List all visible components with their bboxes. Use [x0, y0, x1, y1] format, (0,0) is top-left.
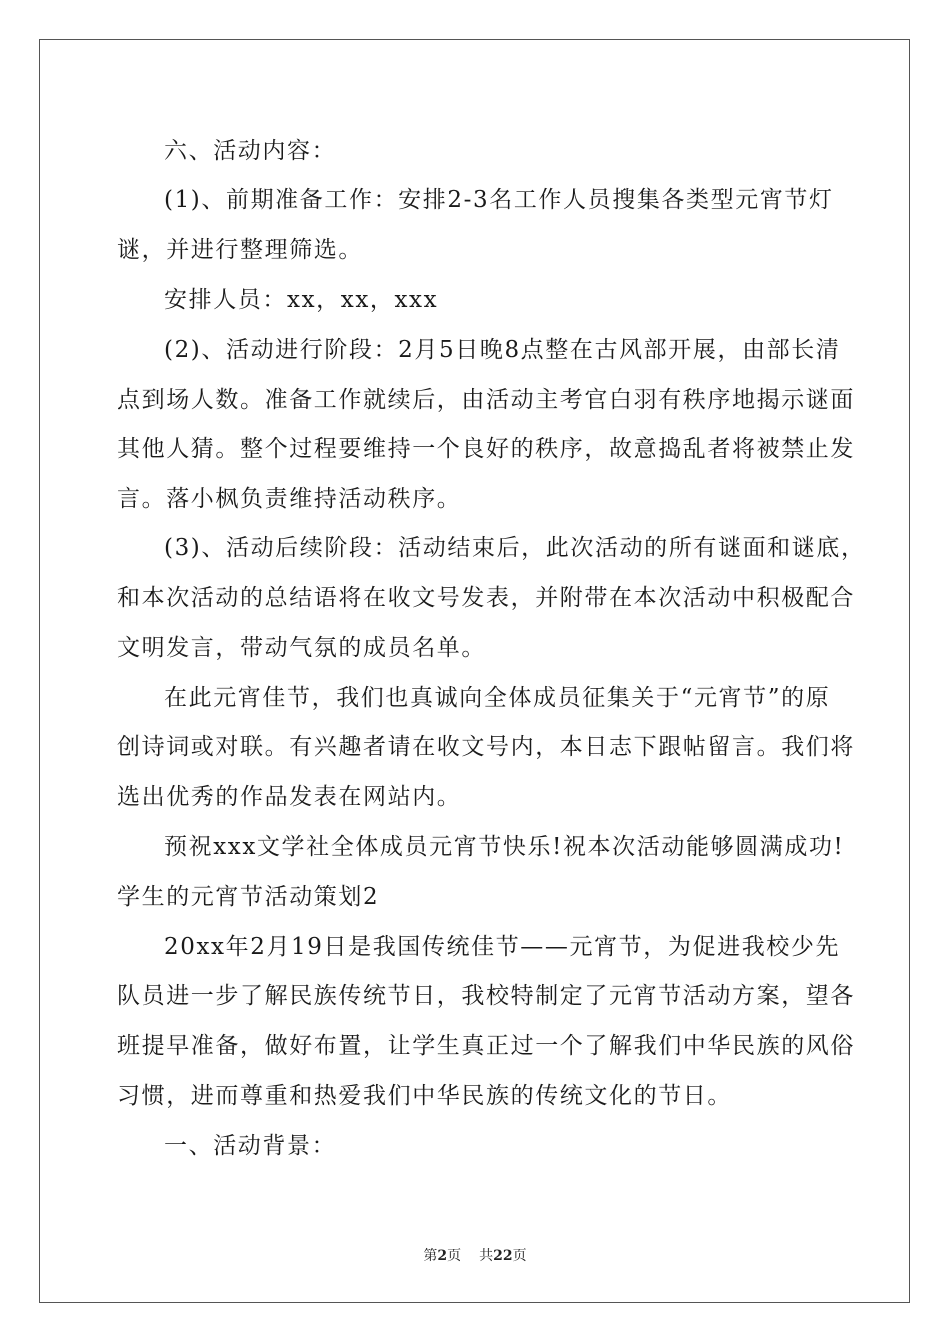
footer-total-prefix: 共 — [479, 1248, 494, 1264]
paragraph-line: 习惯，进而尊重和热爱我们中华民族的传统文化的节日。 — [117, 1083, 732, 1109]
footer-total-suffix: 页 — [512, 1248, 527, 1264]
article-title: 学生的元宵节活动策划2 — [117, 884, 380, 910]
footer-prefix: 第 — [423, 1248, 438, 1264]
paragraph-line: 班提早准备，做好布置，让学生真正过一个了解我们中华民族的风俗 — [117, 1033, 855, 1059]
paragraph-line: 队员进一步了解民族传统节日，我校特制定了元宵节活动方案，望各 — [117, 983, 855, 1009]
section-heading: 一、活动背景： — [164, 1133, 337, 1159]
footer-page-suffix: 页 — [447, 1248, 462, 1264]
paragraph-line: 其他人猜。整个过程要维持一个良好的秩序，故意捣乱者将被禁止发 — [117, 436, 855, 462]
paragraph-line: 文明发言，带动气氛的成员名单。 — [117, 635, 486, 661]
paragraph-line: 言。落小枫负责维持活动秩序。 — [117, 486, 462, 512]
paragraph-line: 谜，并进行整理筛选。 — [117, 237, 363, 263]
page-border — [39, 39, 910, 1303]
page-number: 2 — [437, 1248, 448, 1264]
paragraph-line: 点到场人数。准备工作就续后，由活动主考官白羽有秩序地揭示谜面 — [117, 387, 855, 413]
paragraph-line: (3)、活动后续阶段：活动结束后，此次活动的所有谜面和谜底， — [164, 535, 866, 561]
paragraph-line: 在此元宵佳节，我们也真诚向全体成员征集关于“元宵节”的原 — [164, 685, 831, 711]
paragraph-line: 创诗词或对联。有兴趣者请在收文号内，本日志下跟帖留言。我们将 — [117, 734, 855, 760]
section-heading: 六、活动内容： — [164, 138, 337, 164]
paragraph-line: (2)、活动进行阶段：2月5日晚8点整在古风部开展，由部长清 — [164, 337, 841, 363]
paragraph-line: 选出优秀的作品发表在网站内。 — [117, 784, 462, 810]
paragraph-line: 预祝xxx文学社全体成员元宵节快乐!祝本次活动能够圆满成功! — [164, 834, 845, 860]
total-pages: 22 — [493, 1248, 513, 1264]
paragraph-line: 安排人员：xx，xx，xxx — [164, 287, 439, 313]
paragraph-line: 和本次活动的总结语将在收文号发表，并附带在本次活动中积极配合 — [117, 585, 855, 611]
paragraph-line: 20xx年2月19日是我国传统佳节——元宵节，为促进我校少先 — [164, 934, 841, 960]
page-footer — [0, 1245, 950, 1265]
paragraph-line: (1)、前期准备工作：安排2-3名工作人员搜集各类型元宵节灯 — [164, 187, 834, 213]
